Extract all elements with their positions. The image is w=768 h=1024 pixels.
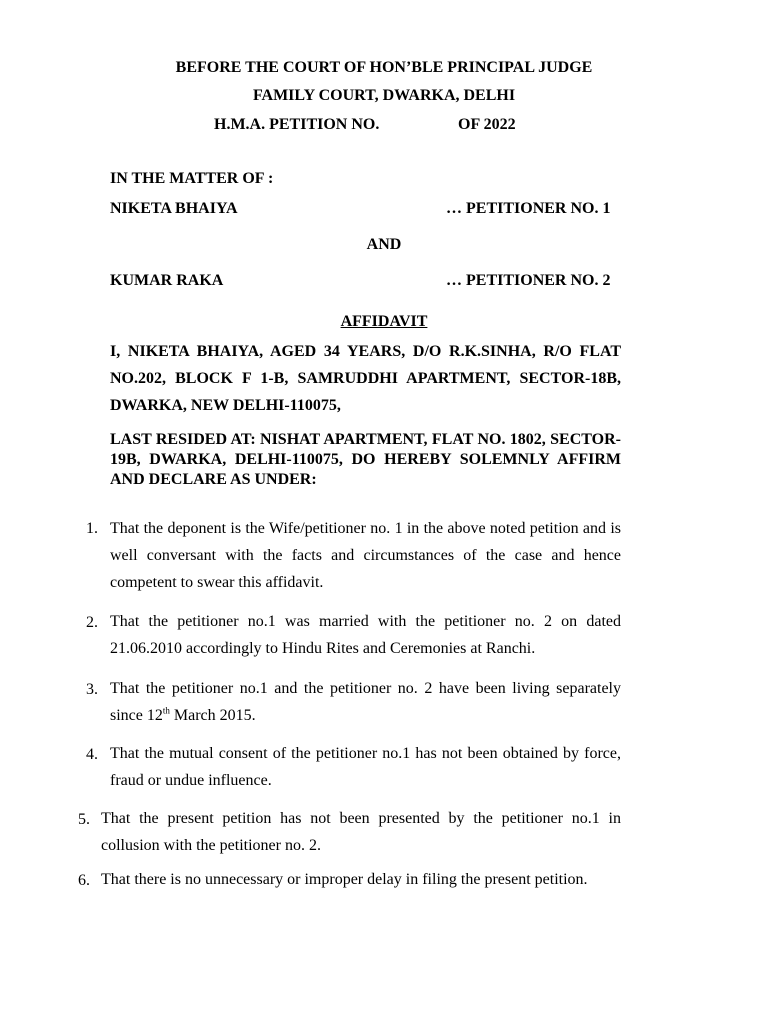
affidavit-intro: I, NIKETA BHAIYA, AGED 34 YEARS, D/O R.K.SINHA, R/O FLAT NO.202, BLOCK F 1-B, SAMRUDDHI APARTMENT, SECTOR-18B, DWARKA, NEW DELHI-110075, — [110, 343, 621, 414]
affidavit-resided: LAST RESIDED AT: NISHAT APARTMENT, FLAT NO. 1802, SECTOR-19B, DWARKA, DELHI-110075, DO HEREBY SOLEMNLY AFFIRM AND DECLARE AS UNDER: — [110, 431, 621, 488]
list-item: That there is no unnecessary or improper delay in filing the present petition. — [101, 871, 588, 888]
item-number: 6. — [78, 872, 90, 889]
list-item: That the present petition has not been presented by the petitioner no.1 in collusion with the petitioner no. 2. — [101, 810, 621, 854]
party2-role: … PETITIONER NO. 2 — [446, 272, 611, 289]
affidavit-title: AFFIDAVIT — [340, 313, 428, 330]
list-item: That the mutual consent of the petitioner no.1 has not been obtained by force, fraud or undue influence. — [110, 745, 621, 789]
item-number: 1. — [86, 520, 98, 537]
party1-name: NIKETA BHAIYA — [110, 200, 238, 217]
court-heading-line1: BEFORE THE COURT OF HON’BLE PRINCIPAL JUDGE — [175, 59, 593, 76]
petition-year: OF 2022 — [458, 116, 516, 133]
item-number: 3. — [86, 681, 98, 698]
item-number: 2. — [86, 614, 98, 631]
ordinal-suffix: th — [162, 705, 170, 716]
list-item — [110, 675, 621, 729]
item-text-end: March 2015. — [169, 707, 256, 724]
party2-name: KUMAR RAKA — [110, 272, 224, 289]
item-number: 5. — [78, 811, 90, 828]
petition-number-label: H.M.A. PETITION NO. — [214, 116, 380, 133]
list-item: That the deponent is the Wife/petitioner no. 1 in the above noted petition and is well conversant with the facts and circumstances of the case and hence competent to swear this affidavit. — [110, 520, 621, 591]
list-item: That the petitioner no.1 was married with the petitioner no. 2 on dated 21.06.2010 accordingly to Hindu Rites and Ceremonies at Ranchi. — [110, 613, 621, 657]
item-number: 4. — [86, 746, 98, 763]
court-heading-line2: FAMILY COURT, DWARKA, DELHI — [252, 87, 516, 104]
and-conjunction: AND — [366, 236, 402, 253]
item-text: That the petitioner no.1 and the petitioner no. 2 have been living separately since 12 — [110, 680, 621, 724]
party1-role: … PETITIONER NO. 1 — [446, 200, 611, 217]
matter-label: IN THE MATTER OF : — [110, 170, 274, 187]
